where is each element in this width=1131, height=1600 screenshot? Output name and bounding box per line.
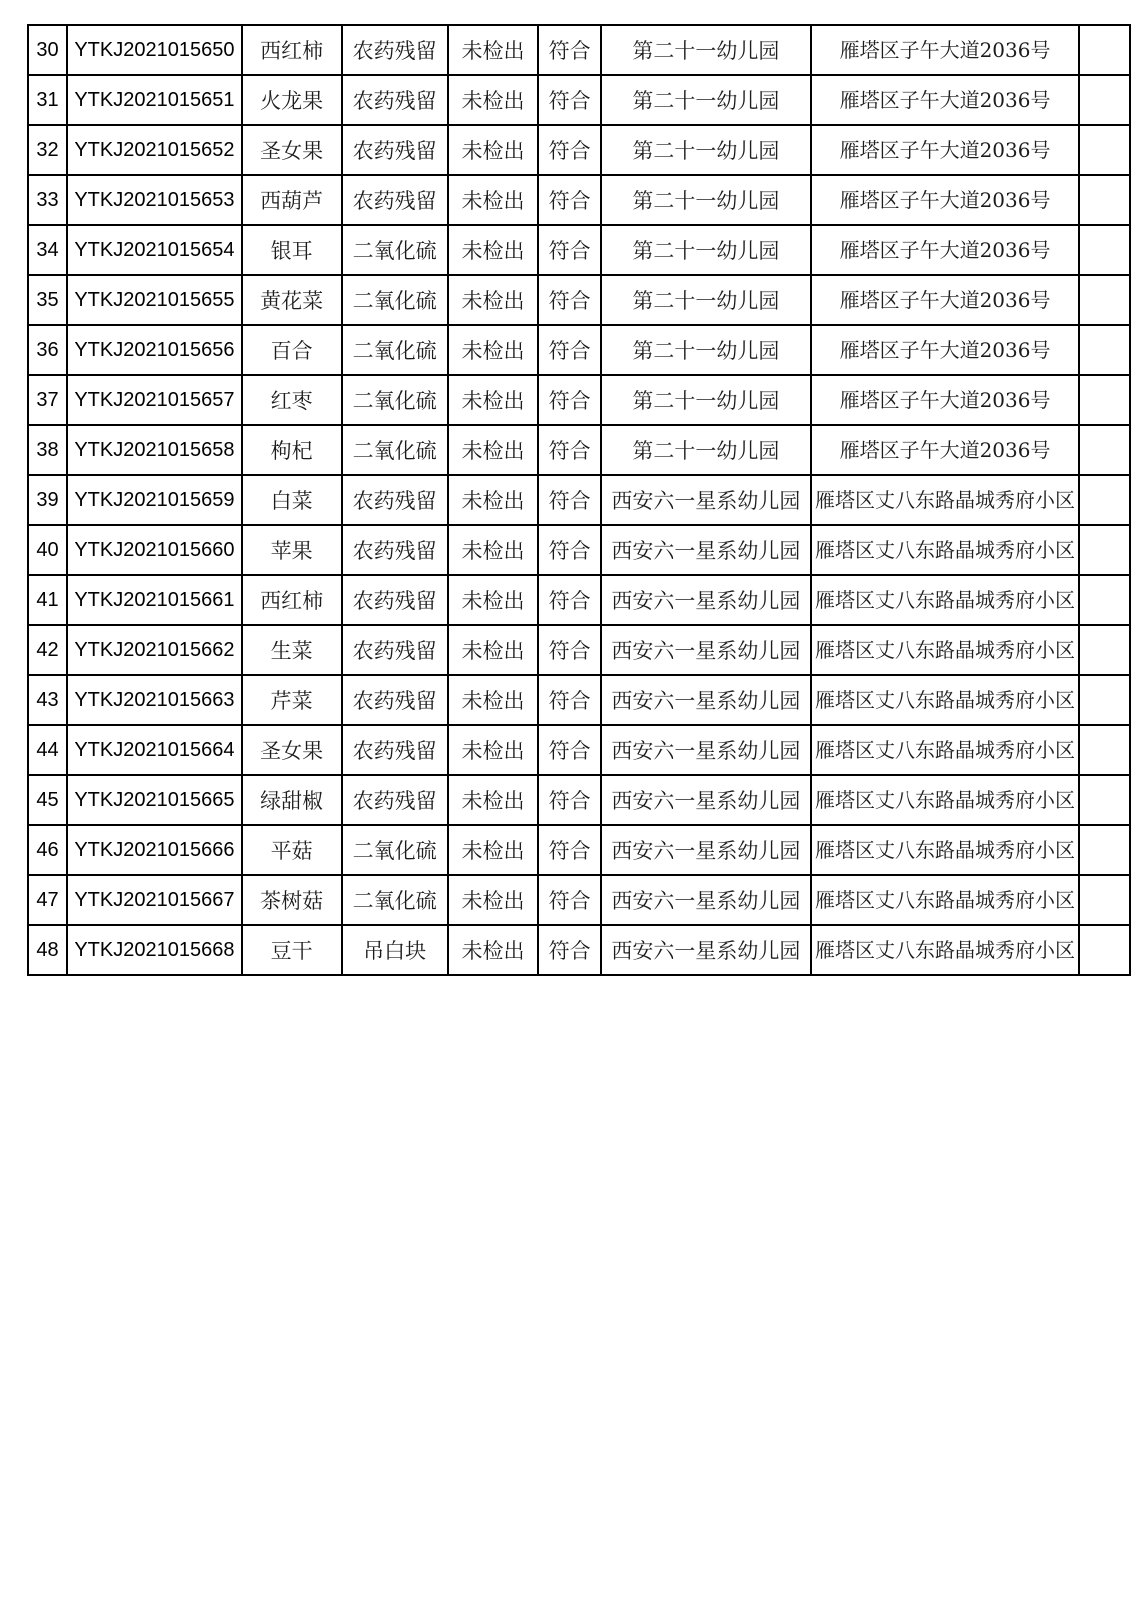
cell-sample-id: YTKJ2021015654: [67, 225, 242, 275]
cell-sample-id: YTKJ2021015661: [67, 575, 242, 625]
cell-sequence-number: 44: [28, 725, 67, 775]
cell-test-result: 未检出: [448, 275, 539, 325]
cell-organization: 西安六一星系幼儿园: [601, 625, 811, 675]
cell-test-result: 未检出: [448, 825, 539, 875]
table-row: [28, 675, 1130, 725]
table-row: [28, 25, 1130, 75]
cell-sequence-number: 33: [28, 175, 67, 225]
cell-conclusion: 符合: [538, 225, 600, 275]
cell-test-item: 农药残留: [342, 625, 448, 675]
cell-test-result: 未检出: [448, 775, 539, 825]
cell-sample-id: YTKJ2021015653: [67, 175, 242, 225]
table-row: [28, 575, 1130, 625]
cell-sample-id: YTKJ2021015659: [67, 475, 242, 525]
cell-note: [1079, 625, 1130, 675]
cell-sample-id: YTKJ2021015651: [67, 75, 242, 125]
cell-address: 雁塔区丈八东路晶城秀府小区: [811, 675, 1079, 725]
cell-sample-name: 西葫芦: [242, 175, 342, 225]
table-row: [28, 425, 1130, 475]
table-row: [28, 525, 1130, 575]
cell-test-item: 农药残留: [342, 575, 448, 625]
table-row: [28, 475, 1130, 525]
cell-organization: 第二十一幼儿园: [601, 125, 811, 175]
cell-sample-name: 西红柿: [242, 575, 342, 625]
cell-conclusion: 符合: [538, 925, 600, 975]
cell-test-result: 未检出: [448, 375, 539, 425]
cell-test-result: 未检出: [448, 75, 539, 125]
table-row: [28, 375, 1130, 425]
cell-sequence-number: 45: [28, 775, 67, 825]
cell-sample-name: 茶树菇: [242, 875, 342, 925]
cell-test-result: 未检出: [448, 475, 539, 525]
cell-test-item: 农药残留: [342, 725, 448, 775]
cell-conclusion: 符合: [538, 625, 600, 675]
cell-address: 雁塔区子午大道2036号: [811, 125, 1079, 175]
cell-note: [1079, 875, 1130, 925]
cell-test-result: 未检出: [448, 425, 539, 475]
cell-test-item: 二氧化硫: [342, 275, 448, 325]
cell-sample-name: 西红柿: [242, 25, 342, 75]
cell-test-result: 未检出: [448, 625, 539, 675]
cell-test-item: 农药残留: [342, 675, 448, 725]
table-row: [28, 75, 1130, 125]
table-row: [28, 775, 1130, 825]
cell-organization: 第二十一幼儿园: [601, 275, 811, 325]
cell-sample-name: 圣女果: [242, 725, 342, 775]
cell-organization: 西安六一星系幼儿园: [601, 575, 811, 625]
cell-organization: 西安六一星系幼儿园: [601, 725, 811, 775]
cell-test-item: 二氧化硫: [342, 875, 448, 925]
cell-sample-name: 白菜: [242, 475, 342, 525]
cell-conclusion: 符合: [538, 775, 600, 825]
cell-address: 雁塔区子午大道2036号: [811, 225, 1079, 275]
cell-sample-id: YTKJ2021015666: [67, 825, 242, 875]
cell-address: 雁塔区丈八东路晶城秀府小区: [811, 725, 1079, 775]
cell-sample-id: YTKJ2021015657: [67, 375, 242, 425]
cell-note: [1079, 425, 1130, 475]
table-row: [28, 325, 1130, 375]
cell-organization: 第二十一幼儿园: [601, 375, 811, 425]
cell-note: [1079, 375, 1130, 425]
cell-sequence-number: 36: [28, 325, 67, 375]
cell-conclusion: 符合: [538, 275, 600, 325]
cell-sequence-number: 40: [28, 525, 67, 575]
table-row: [28, 925, 1130, 975]
cell-note: [1079, 125, 1130, 175]
cell-test-item: 农药残留: [342, 175, 448, 225]
cell-sequence-number: 43: [28, 675, 67, 725]
cell-test-item: 二氧化硫: [342, 325, 448, 375]
cell-test-result: 未检出: [448, 25, 539, 75]
cell-test-result: 未检出: [448, 725, 539, 775]
cell-organization: 第二十一幼儿园: [601, 225, 811, 275]
cell-conclusion: 符合: [538, 425, 600, 475]
cell-note: [1079, 75, 1130, 125]
cell-sequence-number: 47: [28, 875, 67, 925]
inspection-results-table: [27, 24, 1131, 976]
cell-sample-name: 黄花菜: [242, 275, 342, 325]
cell-test-result: 未检出: [448, 525, 539, 575]
cell-organization: 西安六一星系幼儿园: [601, 875, 811, 925]
cell-address: 雁塔区丈八东路晶城秀府小区: [811, 875, 1079, 925]
table-row: [28, 125, 1130, 175]
cell-conclusion: 符合: [538, 75, 600, 125]
cell-test-result: 未检出: [448, 125, 539, 175]
cell-sequence-number: 48: [28, 925, 67, 975]
cell-organization: 第二十一幼儿园: [601, 175, 811, 225]
cell-organization: 西安六一星系幼儿园: [601, 675, 811, 725]
cell-organization: 第二十一幼儿园: [601, 75, 811, 125]
cell-conclusion: 符合: [538, 325, 600, 375]
cell-organization: 西安六一星系幼儿园: [601, 475, 811, 525]
cell-note: [1079, 675, 1130, 725]
cell-sample-name: 平菇: [242, 825, 342, 875]
cell-sample-id: YTKJ2021015660: [67, 525, 242, 575]
cell-address: 雁塔区子午大道2036号: [811, 25, 1079, 75]
cell-test-item: 二氧化硫: [342, 375, 448, 425]
cell-test-item: 农药残留: [342, 525, 448, 575]
cell-sample-name: 银耳: [242, 225, 342, 275]
cell-sequence-number: 46: [28, 825, 67, 875]
cell-sequence-number: 39: [28, 475, 67, 525]
cell-organization: 第二十一幼儿园: [601, 425, 811, 475]
cell-test-result: 未检出: [448, 925, 539, 975]
cell-sequence-number: 38: [28, 425, 67, 475]
cell-sample-name: 圣女果: [242, 125, 342, 175]
cell-sample-name: 火龙果: [242, 75, 342, 125]
cell-sample-name: 枸杞: [242, 425, 342, 475]
table-row: [28, 725, 1130, 775]
cell-sample-id: YTKJ2021015656: [67, 325, 242, 375]
cell-test-item: 二氧化硫: [342, 425, 448, 475]
cell-conclusion: 符合: [538, 675, 600, 725]
cell-test-item: 农药残留: [342, 475, 448, 525]
cell-conclusion: 符合: [538, 475, 600, 525]
cell-test-item: 农药残留: [342, 25, 448, 75]
cell-address: 雁塔区子午大道2036号: [811, 75, 1079, 125]
cell-conclusion: 符合: [538, 175, 600, 225]
cell-address: 雁塔区丈八东路晶城秀府小区: [811, 525, 1079, 575]
table-row: [28, 825, 1130, 875]
table-row: [28, 275, 1130, 325]
cell-test-item: 二氧化硫: [342, 825, 448, 875]
cell-sample-id: YTKJ2021015663: [67, 675, 242, 725]
cell-conclusion: 符合: [538, 725, 600, 775]
cell-conclusion: 符合: [538, 375, 600, 425]
cell-sample-name: 芹菜: [242, 675, 342, 725]
cell-conclusion: 符合: [538, 825, 600, 875]
cell-note: [1079, 275, 1130, 325]
cell-address: 雁塔区丈八东路晶城秀府小区: [811, 475, 1079, 525]
table-row: [28, 175, 1130, 225]
cell-sequence-number: 34: [28, 225, 67, 275]
cell-sample-id: YTKJ2021015658: [67, 425, 242, 475]
cell-conclusion: 符合: [538, 125, 600, 175]
cell-address: 雁塔区丈八东路晶城秀府小区: [811, 775, 1079, 825]
cell-test-item: 吊白块: [342, 925, 448, 975]
cell-organization: 第二十一幼儿园: [601, 25, 811, 75]
cell-address: 雁塔区子午大道2036号: [811, 175, 1079, 225]
cell-note: [1079, 725, 1130, 775]
table-row: [28, 875, 1130, 925]
cell-note: [1079, 25, 1130, 75]
cell-address: 雁塔区子午大道2036号: [811, 275, 1079, 325]
cell-sequence-number: 32: [28, 125, 67, 175]
cell-organization: 西安六一星系幼儿园: [601, 775, 811, 825]
cell-address: 雁塔区子午大道2036号: [811, 375, 1079, 425]
cell-address: 雁塔区丈八东路晶城秀府小区: [811, 925, 1079, 975]
cell-organization: 西安六一星系幼儿园: [601, 925, 811, 975]
cell-sample-name: 苹果: [242, 525, 342, 575]
cell-sequence-number: 35: [28, 275, 67, 325]
table-row: [28, 225, 1130, 275]
cell-note: [1079, 825, 1130, 875]
cell-note: [1079, 575, 1130, 625]
cell-sequence-number: 31: [28, 75, 67, 125]
cell-address: 雁塔区丈八东路晶城秀府小区: [811, 825, 1079, 875]
cell-sample-name: 红枣: [242, 375, 342, 425]
table-row: [28, 625, 1130, 675]
cell-sample-id: YTKJ2021015655: [67, 275, 242, 325]
cell-conclusion: 符合: [538, 875, 600, 925]
cell-sample-name: 绿甜椒: [242, 775, 342, 825]
cell-sample-id: YTKJ2021015667: [67, 875, 242, 925]
cell-sequence-number: 41: [28, 575, 67, 625]
cell-note: [1079, 775, 1130, 825]
cell-sample-id: YTKJ2021015662: [67, 625, 242, 675]
cell-note: [1079, 225, 1130, 275]
cell-sequence-number: 37: [28, 375, 67, 425]
cell-organization: 西安六一星系幼儿园: [601, 525, 811, 575]
cell-test-result: 未检出: [448, 675, 539, 725]
cell-note: [1079, 925, 1130, 975]
cell-test-item: 农药残留: [342, 775, 448, 825]
cell-test-item: 农药残留: [342, 75, 448, 125]
cell-address: 雁塔区丈八东路晶城秀府小区: [811, 575, 1079, 625]
cell-organization: 西安六一星系幼儿园: [601, 825, 811, 875]
cell-conclusion: 符合: [538, 525, 600, 575]
cell-sample-id: YTKJ2021015652: [67, 125, 242, 175]
cell-sample-id: YTKJ2021015668: [67, 925, 242, 975]
cell-sample-id: YTKJ2021015665: [67, 775, 242, 825]
cell-test-result: 未检出: [448, 575, 539, 625]
cell-sample-name: 生菜: [242, 625, 342, 675]
cell-note: [1079, 525, 1130, 575]
cell-test-result: 未检出: [448, 175, 539, 225]
cell-sample-id: YTKJ2021015664: [67, 725, 242, 775]
cell-test-item: 二氧化硫: [342, 225, 448, 275]
cell-test-item: 农药残留: [342, 125, 448, 175]
cell-sample-name: 豆干: [242, 925, 342, 975]
cell-organization: 第二十一幼儿园: [601, 325, 811, 375]
cell-address: 雁塔区子午大道2036号: [811, 325, 1079, 375]
cell-note: [1079, 325, 1130, 375]
cell-test-result: 未检出: [448, 225, 539, 275]
cell-address: 雁塔区丈八东路晶城秀府小区: [811, 625, 1079, 675]
cell-conclusion: 符合: [538, 575, 600, 625]
cell-sequence-number: 30: [28, 25, 67, 75]
cell-note: [1079, 475, 1130, 525]
cell-sequence-number: 42: [28, 625, 67, 675]
cell-note: [1079, 175, 1130, 225]
cell-test-result: 未检出: [448, 875, 539, 925]
cell-test-result: 未检出: [448, 325, 539, 375]
cell-address: 雁塔区子午大道2036号: [811, 425, 1079, 475]
table-body: [28, 25, 1130, 975]
cell-conclusion: 符合: [538, 25, 600, 75]
cell-sample-name: 百合: [242, 325, 342, 375]
cell-sample-id: YTKJ2021015650: [67, 25, 242, 75]
